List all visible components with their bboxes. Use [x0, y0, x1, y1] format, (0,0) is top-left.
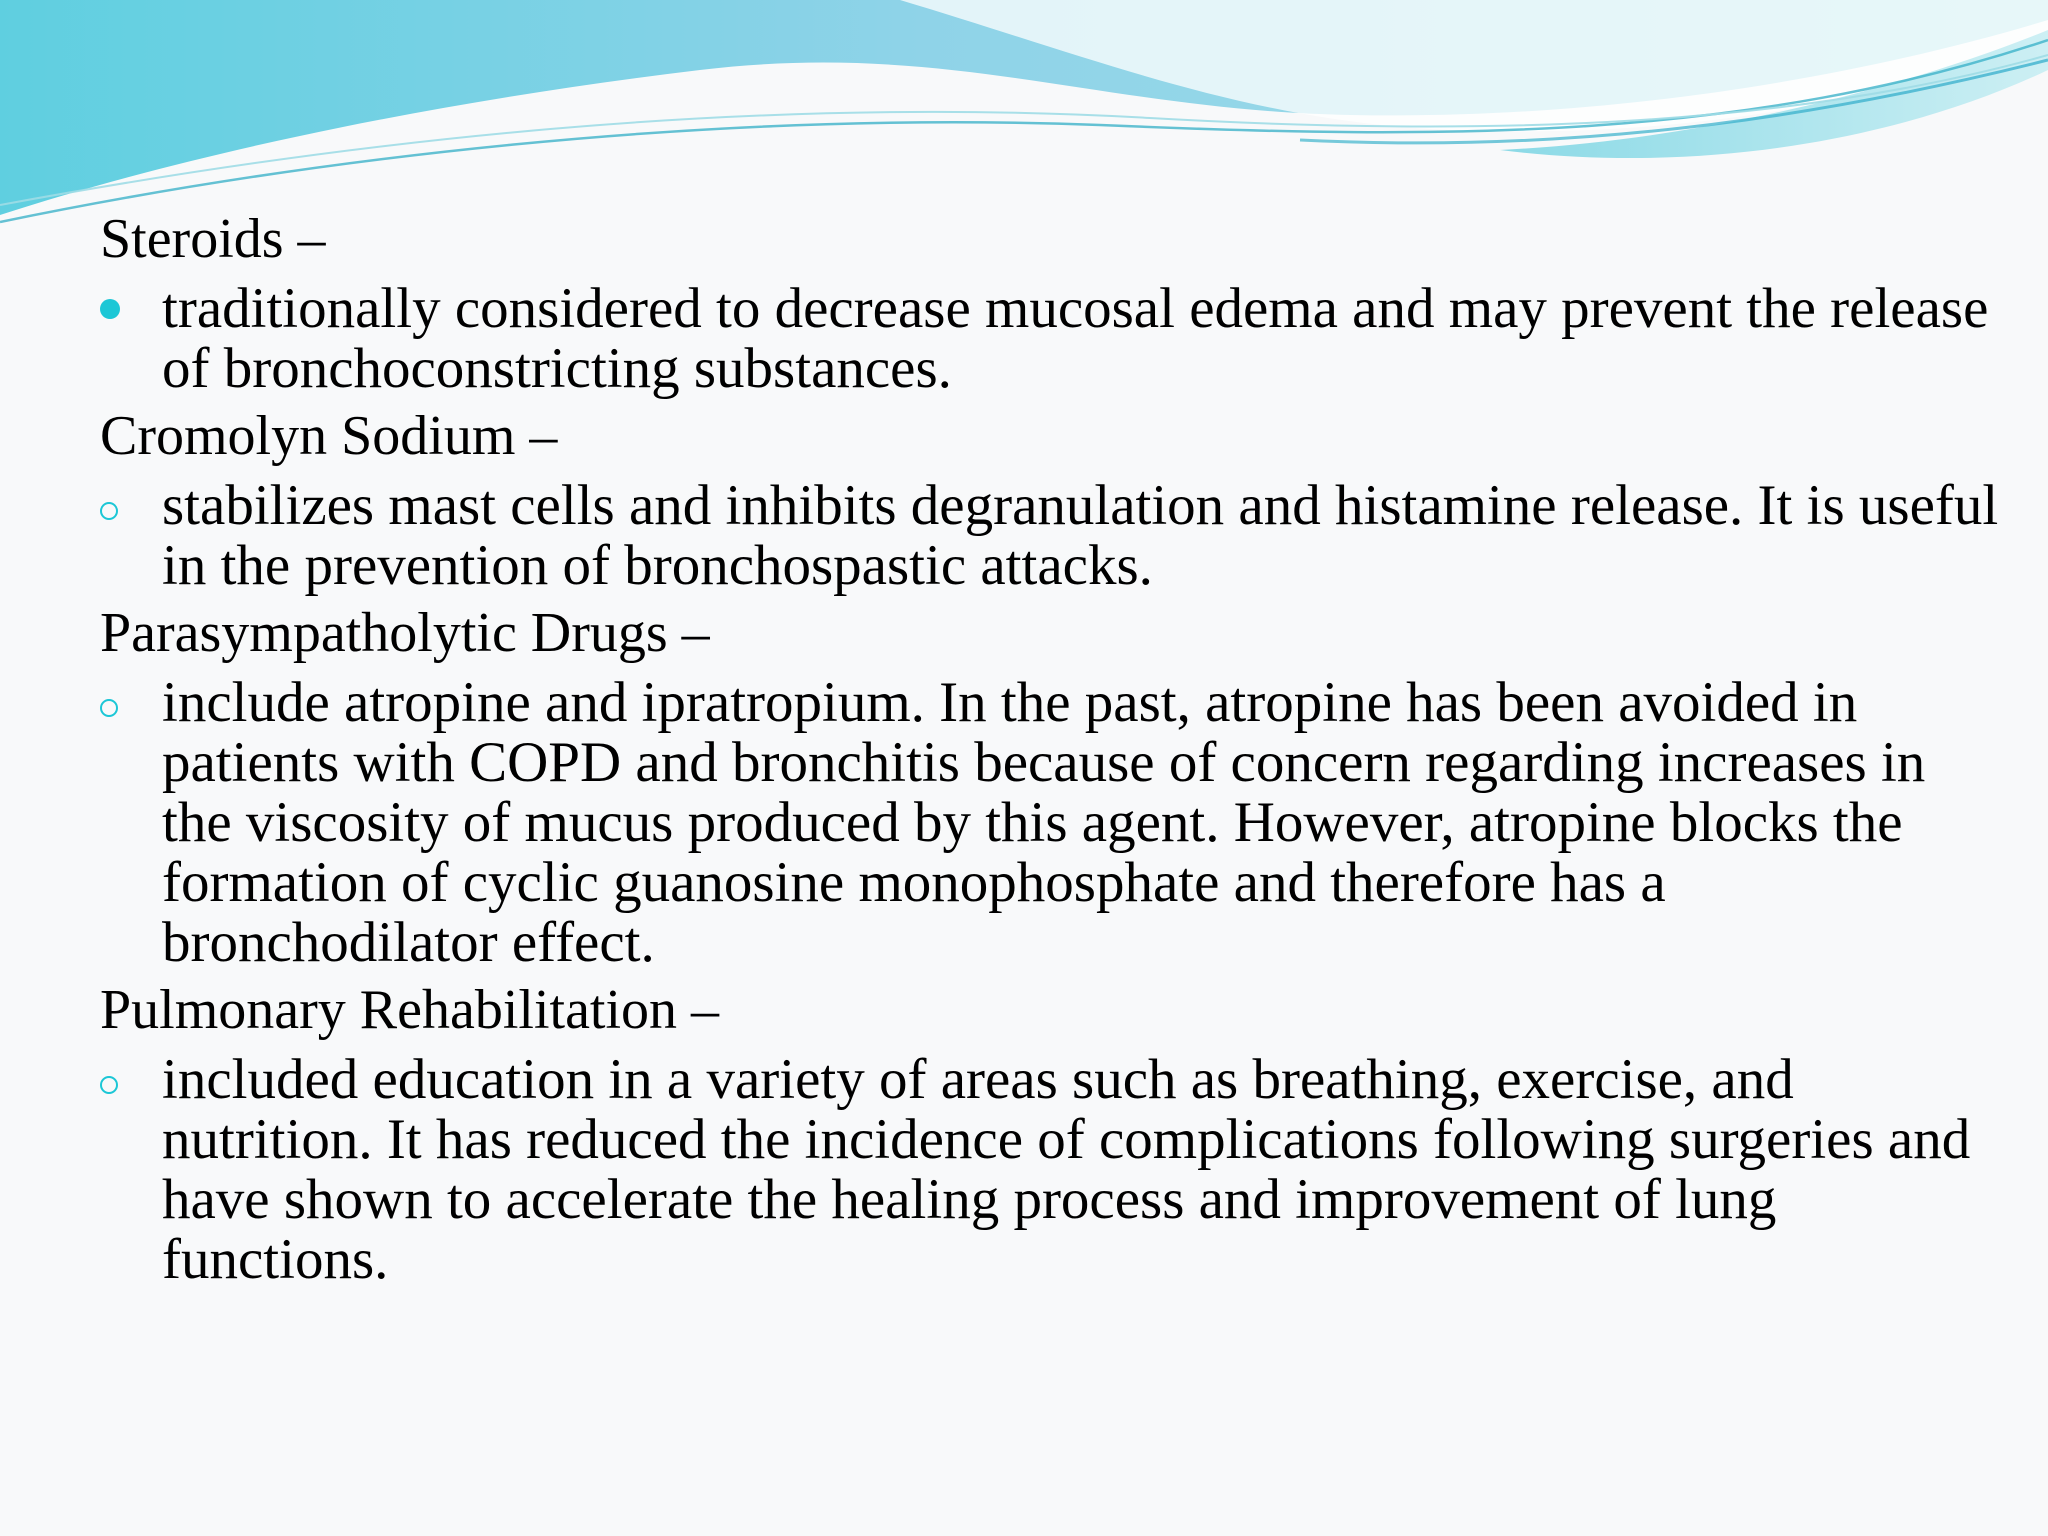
section-heading-steroids: Steroids – — [100, 208, 326, 270]
bullet-cromolyn — [100, 476, 2000, 596]
section-heading-cromolyn: Cromolyn Sodium – — [100, 405, 558, 467]
content-body — [100, 208, 2000, 1296]
bullet-text-steroids: traditionally considered to decrease mucosal edema and may prevent the release of bronchoconstricting substances. — [162, 277, 1989, 400]
bullet-steroids — [100, 279, 2000, 399]
hollow-circle-bullet-icon — [100, 1050, 140, 1110]
bullet-text-cromolyn: stabilizes mast cells and inhibits degranulation and histamine release. It is useful in the prevention of bronchospastic attacks. — [162, 474, 1999, 597]
bullet-text-pulmonary-rehab: included education in a variety of areas such as breathing, exercise, and nutrition. It has reduced the incidence of complications following surgeries and have shown to accelerate the healing process and improvement of lung functions. — [162, 1048, 1971, 1291]
hollow-circle-bullet-icon — [100, 476, 140, 536]
section-heading-parasympatholytic: Parasympatholytic Drugs – — [100, 602, 710, 664]
header-wave-decoration — [0, 0, 2048, 240]
bullet-pulmonary-rehab — [100, 1050, 2000, 1290]
bullet-text-parasympatholytic: include atropine and ipratropium. In the past, atropine has been avoided in patients with COPD and bronchitis because of concern regarding increases in the viscosity of mucus produced by this agent. However, atropine blocks the formation of cyclic guanosine monophosphate and therefore has a bronchodilator effect. — [162, 671, 1926, 974]
section-heading-pulmonary-rehab: Pulmonary Rehabilitation – — [100, 979, 720, 1041]
bullet-parasympatholytic — [100, 673, 2000, 973]
hollow-circle-bullet-icon — [100, 673, 140, 733]
filled-dot-bullet-icon — [100, 279, 140, 339]
